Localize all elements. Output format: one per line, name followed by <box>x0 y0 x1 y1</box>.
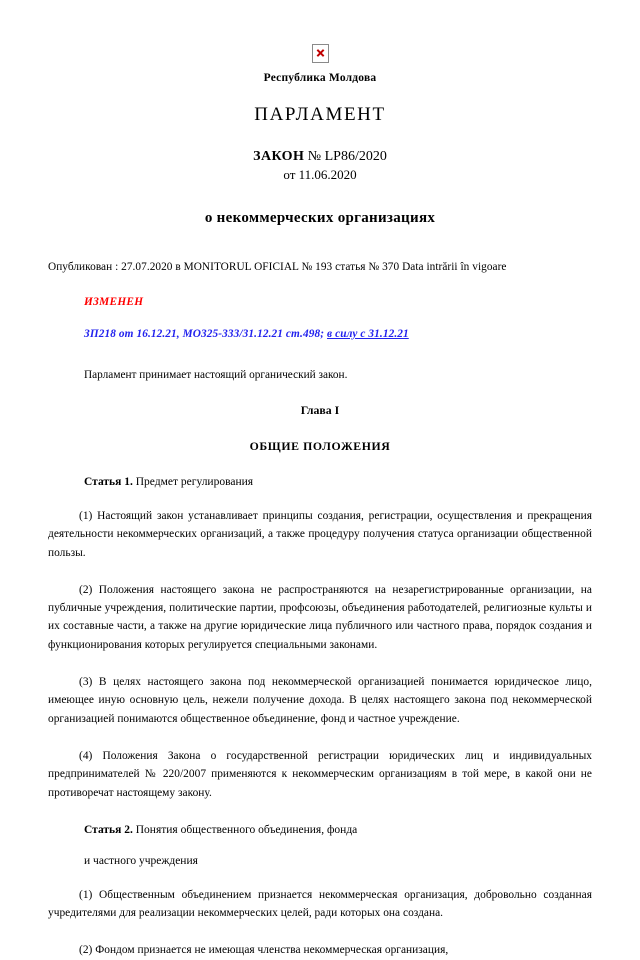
article-1-paragraph-3: (3) В целях настоящего закона под некоммерческой организацией понимается юридическое лицо, имеющее иную основную цель, нежели получение дохода. В целях настоящего закона под некоммерческой организацией понимаются общественное объединение, фонд и частное учреждение. <box>48 676 592 725</box>
status-badge: ИЗМЕНЕН <box>84 296 144 308</box>
page-title: о некоммерческих организациях <box>204 210 436 226</box>
law-label: ЗАКОН <box>253 149 305 164</box>
article-2-heading <box>48 824 592 836</box>
published-line: Опубликован : 27.07.2020 в MONITORUL OFICIAL № 193 статья № 370 Data intrării în vigoare <box>48 261 507 273</box>
law-number-line <box>48 149 592 165</box>
amendment-reference <box>84 328 592 340</box>
amendment-reference-text: ЗП218 от 16.12.21, МО325-333/31.12.21 ст.498; <box>84 328 328 340</box>
republic-label: Республика Молдова <box>263 72 377 84</box>
chapter-title: ОБЩИЕ ПОЛОЖЕНИЯ <box>249 439 391 453</box>
article-2-paragraph-2: (2) Фондом признается не имеющая членства некоммерческая организация, <box>79 944 449 957</box>
amendment-reference-link[interactable]: в силу с 31.12.21 <box>327 328 409 340</box>
parliament-heading: ПАРЛАМЕНТ <box>254 104 386 125</box>
broken-image-icon <box>312 44 329 63</box>
article-1-paragraph-4: (4) Положения Закона о государственной регистрации юридических лиц и индивидуальных предпринимателей № 220/2007 применяются к некоммерческим организациям в той мере, в какой они не противоречат настоящему закону. <box>48 749 592 799</box>
law-number: № LP86/2020 <box>307 149 387 164</box>
article-2-subtitle: и частного учреждения <box>84 854 198 867</box>
article-2-label: Статья 2. <box>84 823 133 836</box>
chapter-number: Глава I <box>300 403 340 417</box>
article-2-paragraph-1: (1) Общественным объединением признается некоммерческая организация, добровольно созданная учредителями для реализации некоммерческих целей, ради которых она создана. <box>48 888 592 920</box>
article-1-heading <box>48 476 592 488</box>
article-1-paragraph-2: (2) Положения настоящего закона не распространяются на незарегистрированные организации, на публичные учреждения, политические партии, профсоюзы, объединения работодателей, религиозные культы и их составные части, а также на другие юридические лица публичного или частного права, порядок создания и функционирования которых регулируется специальными законами. <box>48 583 592 651</box>
article-1-title: Предмет регулирования <box>132 476 254 488</box>
article-2-title: Понятия общественного объединения, фонда <box>132 823 358 836</box>
article-1-label: Статья 1. <box>84 476 133 488</box>
intro-paragraph: Парламент принимает настоящий органический закон. <box>84 369 348 381</box>
masthead <box>48 0 592 227</box>
article-1-paragraph-1: (1) Настоящий закон устанавливает принципы создания, регистрации, осуществления и прекращения деятельности некоммерческих организаций, а также процедуру получения статуса организации общественной пользы. <box>48 510 592 559</box>
law-date: от 11.06.2020 <box>283 167 357 182</box>
amendment-block <box>48 296 592 340</box>
